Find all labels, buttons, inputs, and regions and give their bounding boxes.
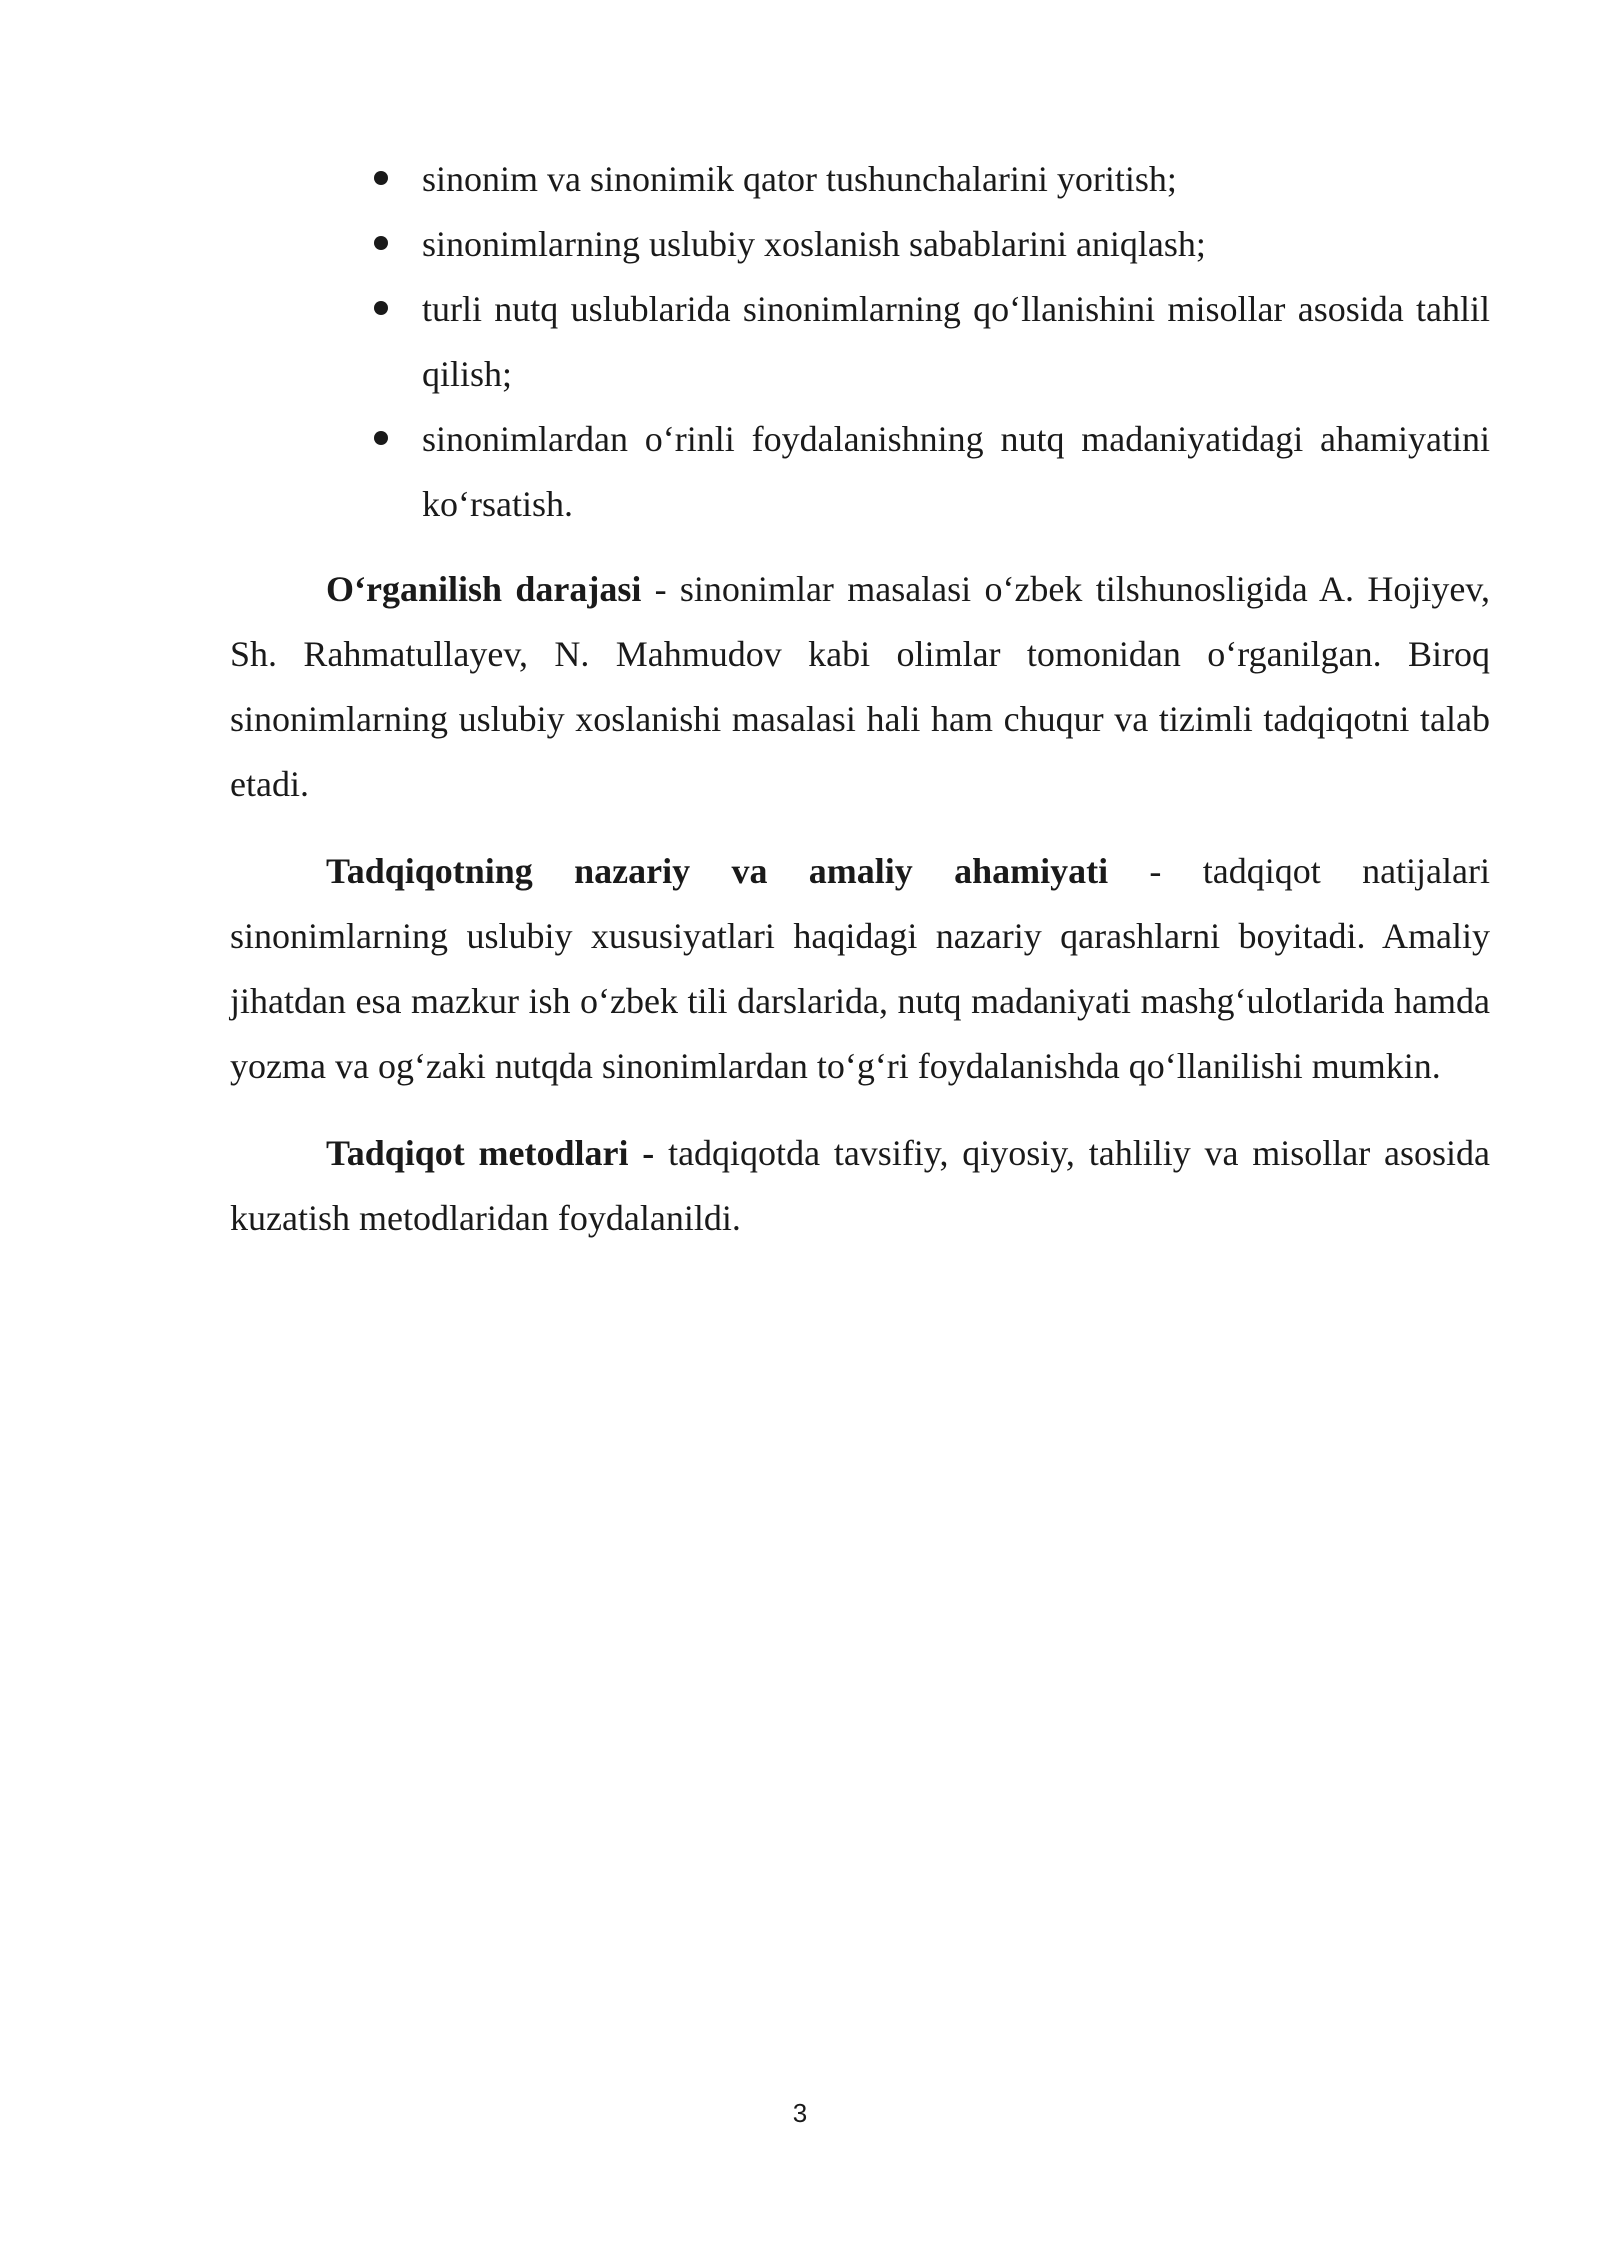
list-item [422, 407, 1490, 537]
list-item-text: sinonimlardan o‘rinli foydalanishning nutq madaniyatidagi ahamiyatini ko‘rsatish. [422, 419, 1490, 524]
list-item-text: turli nutq uslublarida sinonimlarning qo‘llanishini misollar asosida tahlil qilish; [422, 289, 1490, 394]
section-text: tadqiqot natijalari sinonimlarning uslubiy xususiyatlari haqidagi nazariy qarashlarni boyitadi. Amaliy jihatdan esa mazkur ish o‘zbek tili darslarida, nutq madaniyati mashg‘ulotlarida hamda yozma va og‘zaki nutqda sinonimlardan to‘g‘ri foydalanishda qo‘llanilishi mumkin. [230, 851, 1490, 1086]
bullet-icon [374, 431, 388, 445]
section-paragraph-significance [230, 839, 1490, 1099]
page-number: 3 [792, 2098, 808, 2128]
bullet-icon [374, 301, 388, 315]
goals-list [230, 147, 1490, 537]
section-text: sinonimlar masalasi o‘zbek tilshunosligida A. Hojiyev, Sh. Rahmatullayev, N. Mahmudov kabi olimlar tomonidan o‘rganilgan. Biroq sinonimlarning uslubiy xoslanishi masalasi hali ham chuqur va tizimli tadqiqotni talab etadi. [230, 569, 1490, 804]
section-heading: Tadqiqotning nazariy va amaliy ahamiyati [326, 851, 1109, 891]
bullet-icon [374, 171, 388, 185]
page-content [230, 147, 1490, 1273]
list-item [422, 277, 1490, 407]
list-item-text: sinonim va sinonimik qator tushunchalarini yoritish; [422, 159, 1177, 199]
section-paragraph-methods [230, 1121, 1490, 1251]
section-heading: O‘rganilish darajasi [326, 569, 642, 609]
section-text: tadqiqotda tavsifiy, qiyosiy, tahliliy va misollar asosida kuzatish metodlaridan foydalanildi. [230, 1133, 1490, 1238]
bullet-icon [374, 236, 388, 250]
section-paragraph-study-level [230, 557, 1490, 817]
section-separator [654, 1133, 668, 1173]
section-heading: Tadqiqot metodlari - [326, 1133, 655, 1173]
list-item [422, 212, 1490, 277]
section-separator: - [641, 569, 680, 609]
section-separator: - [1108, 851, 1203, 891]
list-item [422, 147, 1490, 212]
list-item-text: sinonimlarning uslubiy xoslanish sabablarini aniqlash; [422, 224, 1206, 264]
